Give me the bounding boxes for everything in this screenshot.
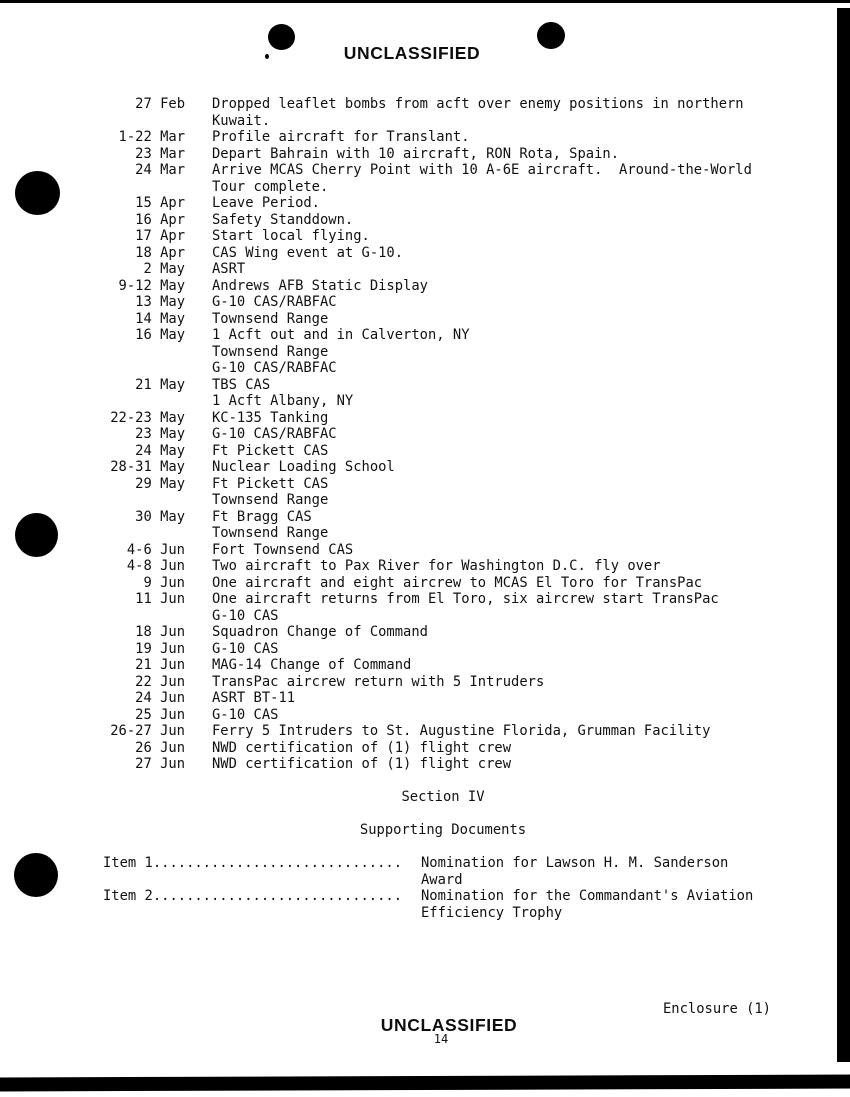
entry-description-line: NWD certification of (1) flight crew bbox=[212, 739, 512, 756]
entry-description-line: TBS CAS bbox=[212, 376, 271, 393]
hole-punch-mark bbox=[537, 22, 565, 49]
schedule-entry bbox=[0, 294, 850, 311]
spacer bbox=[0, 806, 850, 823]
entry-date: 22 Jun bbox=[135, 673, 185, 690]
entry-date: 16 Apr bbox=[135, 211, 185, 228]
entry-description-line: G-10 CAS/RABFAC bbox=[212, 294, 337, 310]
entry-date: 19 Jun bbox=[135, 640, 185, 657]
ink-speck bbox=[265, 54, 269, 59]
item-label-text: Item 1 bbox=[103, 855, 153, 871]
entry-date: 22-23 May bbox=[110, 409, 185, 426]
entry-description-line: G-10 CAS/RABFAC bbox=[212, 360, 337, 376]
classification-footer: UNCLASSIFIED bbox=[380, 1015, 518, 1035]
entry-description bbox=[212, 410, 328, 427]
entry-date: 24 Mar bbox=[135, 162, 185, 178]
scan-edge-top bbox=[0, 0, 850, 3]
entry-date: 4-6 Jun bbox=[126, 541, 185, 558]
entry-date: 21 Jun bbox=[135, 657, 185, 673]
entry-description bbox=[212, 558, 661, 575]
entry-description-line: Arrive MCAS Cherry Point with 10 A-6E aircraft. Around-the-World bbox=[212, 162, 752, 178]
entry-date: 24 Jun bbox=[135, 690, 185, 706]
entry-description-line: Nuclear Loading School bbox=[212, 459, 395, 475]
entry-description-line: Andrews AFB Static Display bbox=[212, 277, 428, 294]
entry-description-line: Dropped leaflet bombs from acft over enemy positions in northern bbox=[212, 96, 744, 112]
entry-description bbox=[212, 443, 328, 460]
entry-description-line: Ft Pickett CAS bbox=[212, 475, 329, 492]
entry-description bbox=[212, 509, 328, 542]
item-label-text: Item 2 bbox=[103, 888, 153, 904]
entry-description-line: 1 Acft out and in Calverton, NY bbox=[212, 327, 470, 343]
entry-description bbox=[212, 542, 353, 559]
entry-description-line: Townsend Range bbox=[212, 525, 329, 541]
entry-date: 14 May bbox=[135, 310, 185, 327]
entry-date: 15 Apr bbox=[135, 195, 185, 211]
entry-date: 23 Mar bbox=[135, 145, 185, 162]
schedule-entry bbox=[0, 278, 850, 295]
entry-date: 13 May bbox=[135, 294, 185, 310]
schedule-entry bbox=[0, 146, 850, 163]
schedule-entry bbox=[0, 756, 850, 773]
schedule-entry bbox=[0, 426, 850, 443]
schedule-entry bbox=[0, 690, 850, 707]
entry-description-line: Profile aircraft for Translant. bbox=[212, 129, 470, 145]
entry-description-line: Townsend Range bbox=[212, 310, 329, 327]
entry-description-line: Kuwait. bbox=[212, 112, 271, 129]
schedule-entry bbox=[0, 558, 850, 575]
entry-description bbox=[212, 162, 752, 195]
supporting-document-item bbox=[103, 888, 850, 921]
item-description-line: Efficiency Trophy bbox=[421, 904, 563, 921]
entry-description-line: G-10 CAS bbox=[212, 607, 279, 624]
schedule-entry bbox=[0, 641, 850, 658]
entry-description bbox=[212, 740, 511, 757]
schedule-entry bbox=[0, 162, 850, 195]
entry-description-line: KC-135 Tanking bbox=[212, 409, 329, 426]
entry-description bbox=[212, 294, 337, 311]
schedule-entry bbox=[0, 740, 850, 757]
entry-date: 23 May bbox=[135, 426, 185, 442]
schedule-entry bbox=[0, 261, 850, 278]
entry-description bbox=[212, 261, 245, 278]
entry-description bbox=[212, 377, 353, 410]
entry-date: 9-12 May bbox=[118, 277, 185, 294]
schedule-entry bbox=[0, 591, 850, 624]
supporting-documents-list bbox=[103, 855, 850, 921]
entry-date: 11 Jun bbox=[135, 591, 185, 607]
document-body bbox=[0, 96, 850, 921]
entry-description-line: Start local flying. bbox=[212, 228, 370, 244]
schedule-entry bbox=[0, 129, 850, 146]
entry-description bbox=[212, 245, 403, 262]
entry-description bbox=[212, 723, 710, 740]
entry-date: 26 Jun bbox=[135, 739, 185, 756]
entry-description bbox=[212, 657, 411, 674]
schedule-entry bbox=[0, 195, 850, 212]
schedule-entry bbox=[0, 377, 850, 410]
entry-description-line: One aircraft returns from El Toro, six aircrew start TransPac bbox=[212, 591, 719, 607]
entry-description-line: G-10 CAS/RABFAC bbox=[212, 426, 337, 442]
entry-description-line: G-10 CAS bbox=[212, 706, 279, 723]
entry-date: 25 Jun bbox=[135, 706, 185, 723]
schedule-entry bbox=[0, 476, 850, 509]
entry-description bbox=[212, 641, 278, 658]
section-subtitle: Supporting Documents bbox=[359, 822, 527, 838]
classification-header: UNCLASSIFIED bbox=[343, 43, 481, 63]
spacer bbox=[0, 839, 850, 856]
spacer bbox=[0, 773, 850, 790]
entry-description bbox=[212, 624, 428, 641]
entry-date: 27 Feb bbox=[135, 96, 185, 112]
schedule-entry bbox=[0, 311, 850, 328]
supporting-document-item bbox=[103, 855, 850, 888]
page-number: 14 bbox=[433, 1032, 449, 1046]
item-description-line: Award bbox=[421, 871, 463, 888]
entry-description-line: TransPac aircrew return with 5 Intruders bbox=[212, 673, 545, 690]
entry-description bbox=[212, 129, 470, 146]
entry-description bbox=[212, 575, 702, 592]
item-label bbox=[103, 855, 421, 888]
entry-description-line: Townsend Range bbox=[212, 492, 329, 508]
entry-description bbox=[212, 228, 370, 245]
schedule-entry bbox=[0, 657, 850, 674]
entry-description-line: Ft Pickett CAS bbox=[212, 442, 329, 459]
entry-description-line: Depart Bahrain with 10 aircraft, RON Rota, Spain. bbox=[212, 145, 620, 162]
entry-date: 27 Jun bbox=[135, 756, 185, 772]
entry-date: 21 May bbox=[135, 376, 185, 393]
item-description bbox=[421, 888, 753, 921]
schedule-entry bbox=[0, 410, 850, 427]
entry-date: 9 Jun bbox=[143, 574, 185, 591]
entry-date: 16 May bbox=[135, 327, 185, 343]
entry-description-line: NWD certification of (1) flight crew bbox=[212, 756, 512, 772]
chronology-list bbox=[0, 96, 850, 773]
item-description-line: Nomination for the Commandant's Aviation bbox=[421, 888, 754, 904]
entry-description-line: Ft Bragg CAS bbox=[212, 508, 312, 525]
entry-description-line: Leave Period. bbox=[212, 195, 320, 211]
schedule-entry bbox=[0, 542, 850, 559]
schedule-entry bbox=[0, 707, 850, 724]
entry-description bbox=[212, 476, 328, 509]
entry-description bbox=[212, 278, 428, 295]
schedule-entry bbox=[0, 228, 850, 245]
entry-description bbox=[212, 96, 744, 129]
entry-date: 18 Jun bbox=[135, 624, 185, 640]
entry-description-line: ASRT bbox=[212, 261, 246, 277]
entry-description-line: Ferry 5 Intruders to St. Augustine Florida, Grumman Facility bbox=[212, 723, 711, 739]
entry-description-line: ASRT BT-11 bbox=[212, 690, 296, 706]
schedule-entry bbox=[0, 459, 850, 476]
enclosure-label: Enclosure (1) bbox=[663, 1001, 771, 1017]
entry-description bbox=[212, 459, 395, 476]
entry-description-line: Townsend Range bbox=[212, 343, 329, 360]
schedule-entry bbox=[0, 509, 850, 542]
entry-description-line: Two aircraft to Pax River for Washington D.C. fly over bbox=[212, 558, 661, 574]
entry-description-line: CAS Wing event at G-10. bbox=[212, 244, 404, 261]
entry-description bbox=[212, 146, 619, 163]
item-description bbox=[421, 855, 728, 888]
schedule-entry bbox=[0, 575, 850, 592]
schedule-entry bbox=[0, 96, 850, 129]
entry-description bbox=[212, 707, 278, 724]
entry-description-line: Safety Standdown. bbox=[212, 211, 354, 228]
entry-date: 28-31 May bbox=[110, 459, 185, 475]
entry-date: 29 May bbox=[135, 475, 185, 492]
entry-description-line: Tour complete. bbox=[212, 178, 329, 195]
entry-description bbox=[212, 212, 353, 229]
entry-description bbox=[212, 674, 544, 691]
schedule-entry bbox=[0, 212, 850, 229]
entry-description bbox=[212, 195, 320, 212]
schedule-entry bbox=[0, 624, 850, 641]
entry-description bbox=[212, 426, 337, 443]
scan-edge-bottom bbox=[0, 1074, 850, 1091]
entry-date: 18 Apr bbox=[135, 244, 185, 261]
entry-date: 24 May bbox=[135, 442, 185, 459]
entry-date: 4-8 Jun bbox=[126, 558, 185, 574]
entry-description-line: 1 Acft Albany, NY bbox=[212, 393, 354, 409]
entry-description-line: G-10 CAS bbox=[212, 640, 279, 657]
entry-date: 17 Apr bbox=[135, 228, 185, 244]
entry-description-line: Fort Townsend CAS bbox=[212, 541, 354, 558]
leader-dots: .............................. bbox=[152, 888, 403, 904]
leader-dots: .............................. bbox=[152, 855, 403, 871]
schedule-entry bbox=[0, 245, 850, 262]
entry-description bbox=[212, 756, 511, 773]
entry-date: 1-22 Mar bbox=[118, 129, 185, 145]
schedule-entry bbox=[0, 723, 850, 740]
schedule-entry bbox=[0, 674, 850, 691]
item-description-line: Nomination for Lawson H. M. Sanderson bbox=[421, 855, 729, 871]
section-title: Section IV bbox=[401, 789, 485, 805]
entry-date: 26-27 Jun bbox=[110, 723, 185, 739]
entry-description-line: One aircraft and eight aircrew to MCAS El Toro for TransPac bbox=[212, 574, 703, 591]
hole-punch-mark bbox=[268, 24, 295, 50]
entry-description-line: MAG-14 Change of Command bbox=[212, 657, 412, 673]
schedule-entry bbox=[0, 327, 850, 377]
entry-description bbox=[212, 327, 470, 377]
entry-description bbox=[212, 690, 295, 707]
entry-description bbox=[212, 591, 719, 624]
item-label bbox=[103, 888, 421, 921]
entry-description bbox=[212, 311, 328, 328]
entry-description-line: Squadron Change of Command bbox=[212, 624, 428, 640]
entry-date: 30 May bbox=[135, 508, 185, 525]
entry-date: 2 May bbox=[143, 261, 185, 277]
schedule-entry bbox=[0, 443, 850, 460]
